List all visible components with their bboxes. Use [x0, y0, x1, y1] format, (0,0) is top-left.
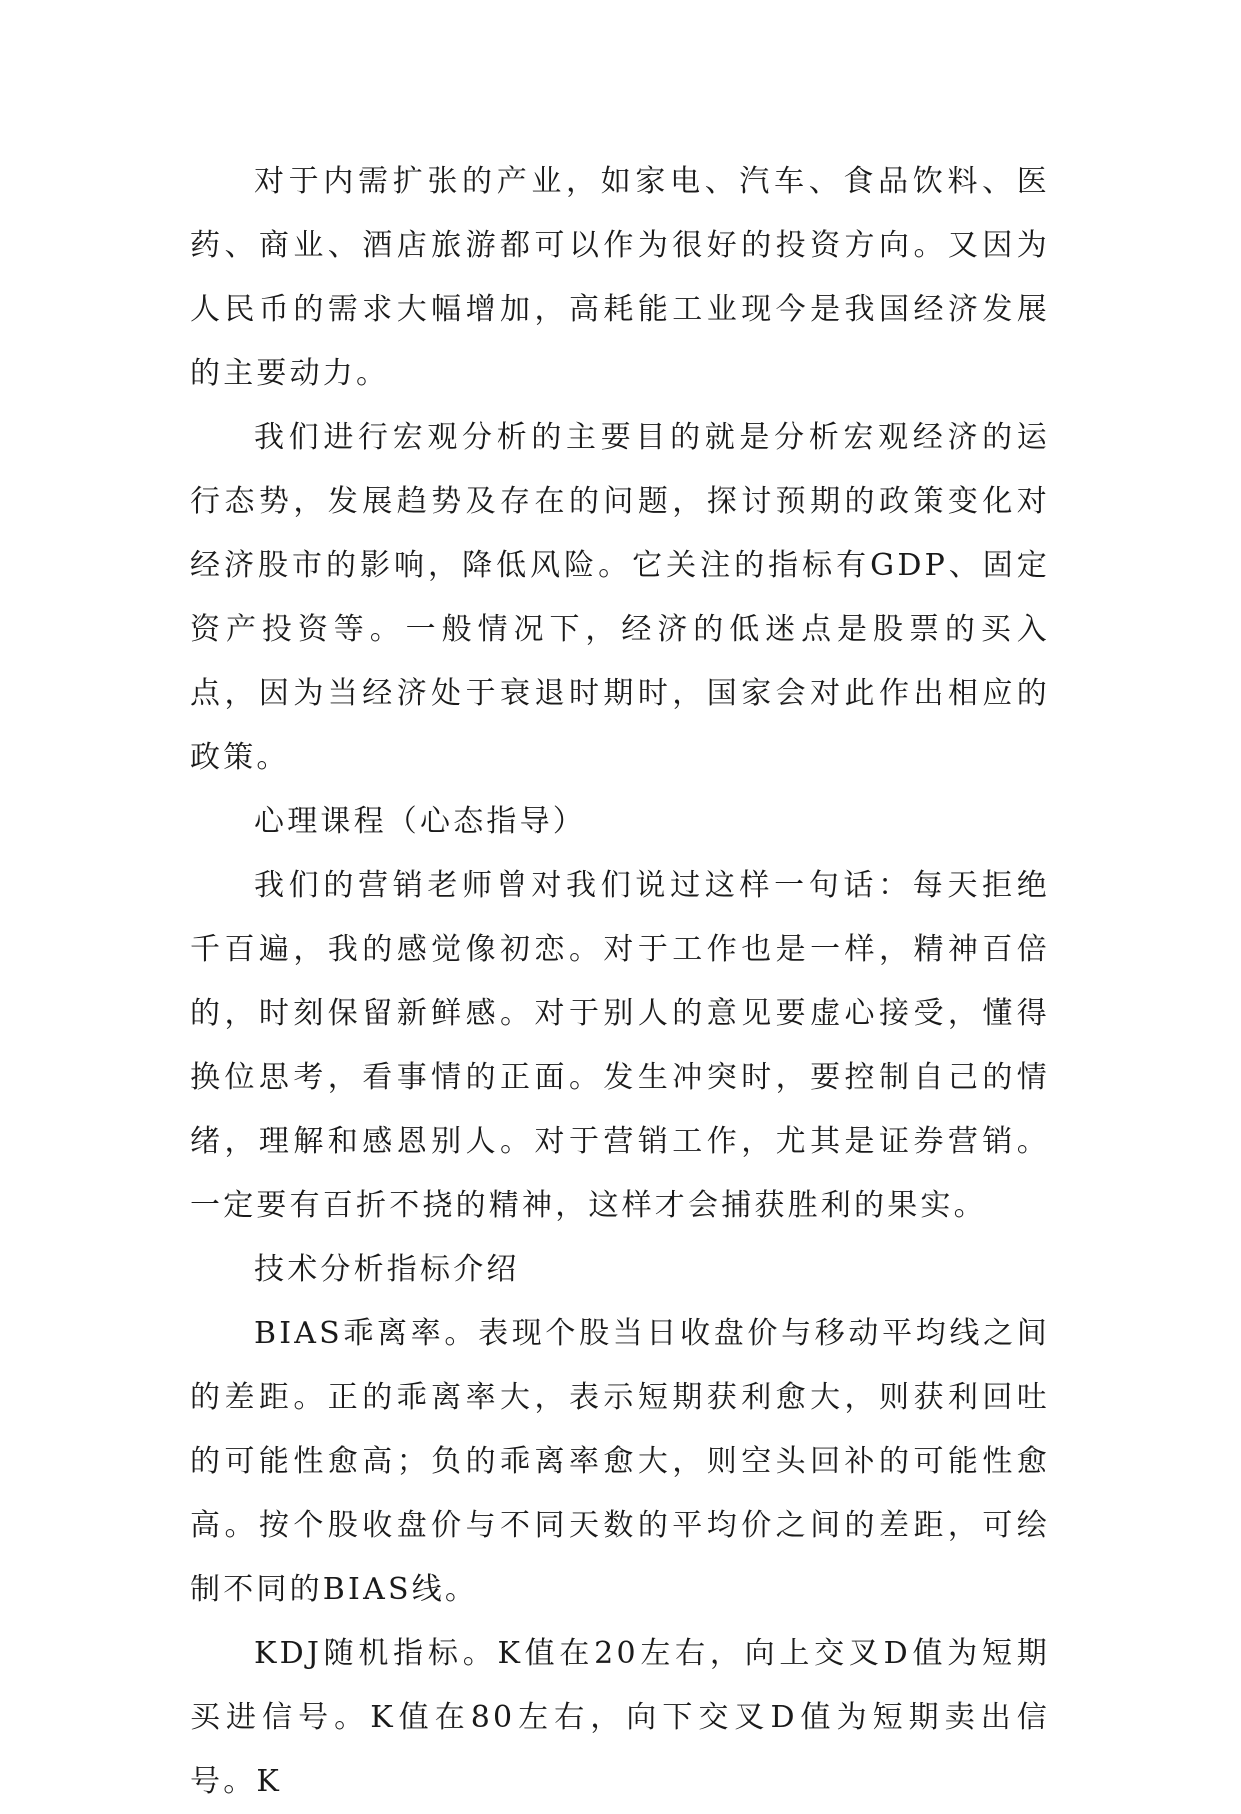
document-body: [190, 150, 1050, 1814]
paragraph-marketing-teacher: 我们的营销老师曾对我们说过这样一句话：每天拒绝千百遍，我的感觉像初恋。对于工作也是一样，精神百倍的，时刻保留新鲜感。对于别人的意见要虚心接受，懂得换位思考，看事情的正面。发生冲突时，要控制自己的情绪，理解和感恩别人。对于营销工作，尤其是证券营销。一定要有百折不挠的精神，这样才会捕获胜利的果实。: [190, 868, 1050, 1223]
paragraph-domestic-demand: 对于内需扩张的产业，如家电、汽车、食品饮料、医药、商业、酒店旅游都可以作为很好的投资方向。又因为人民币的需求大幅增加，高耗能工业现今是我国经济发展的主要动力。: [190, 164, 1050, 391]
paragraph-bias: BIAS乖离率。表现个股当日收盘价与移动平均线之间的差距。正的乖离率大，表示短期获利愈大，则获利回吐的可能性愈高；负的乖离率愈大，则空头回补的可能性愈高。按个股收盘价与不同天数的平均价之间的差距，可绘制不同的BIAS线。: [190, 1316, 1050, 1607]
heading-psychology-course: 心理课程（心态指导）: [254, 804, 586, 839]
paragraph-kdj: KDJ随机指标。K值在20左右，向上交叉D值为短期买进信号。K值在80左右，向下交叉D值为短期卖出信号。K: [190, 1636, 1050, 1799]
paragraph-macro-analysis: 我们进行宏观分析的主要目的就是分析宏观经济的运行态势，发展趋势及存在的问题，探讨预期的政策变化对经济股市的影响，降低风险。它关注的指标有GDP、固定资产投资等。一般情况下，经济的低迷点是股票的买入点，因为当经济处于衰退时期时，国家会对此作出相应的政策。: [190, 420, 1050, 775]
heading-technical-indicators: 技术分析指标介绍: [254, 1252, 520, 1287]
